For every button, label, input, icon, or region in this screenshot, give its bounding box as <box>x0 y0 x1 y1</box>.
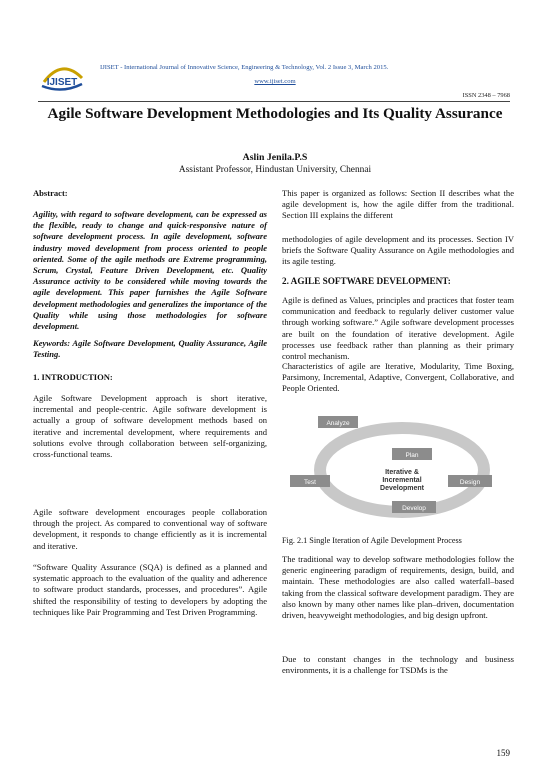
issn-label: ISSN 2348 – 7968 <box>462 92 510 99</box>
journal-header: IJISET - International Journal of Innovative Science, Engineering & Technology, Vol. 2 Issue 3, March 2015. <box>100 64 389 71</box>
header-divider <box>38 101 510 102</box>
logo-text: IJISET <box>46 77 78 88</box>
intro-heading: 1. INTRODUCTION: <box>33 372 113 382</box>
abstract-heading: Abstract: <box>33 188 68 198</box>
paper-affiliation: Assistant Professor, Hindustan University, Chennai <box>178 165 372 175</box>
test-label: Test <box>304 479 316 486</box>
intro-paragraph-1: Agile Software Development approach is short iterative, incremental and people-centric. Agile software development is actually a group of software development methods based on iterative and incremental development, where requirements and solutions evolve through collaboration between self-organizing, cross-functional teams. <box>33 393 267 460</box>
organization-paragraph-cont: methodologies of agile development and its processes. Section IV briefs the Software Quality Assurance on Agile methodologies and its agile testing. <box>282 234 514 267</box>
develop-label: Develop <box>402 505 426 512</box>
journal-url-link[interactable]: www.ijiset.com <box>254 78 296 85</box>
intro-paragraph-2: Agile software development encourages people collaboration through the project. As compared to conventional way of software development, it responds to change efficiently as it is incremental and iterative. <box>33 507 267 551</box>
center-label-2: Incremental <box>382 477 422 484</box>
figure-caption: Fig. 2.1 Single Iteration of Agile Development Process <box>282 536 462 545</box>
paper-title: Agile Software Development Methodologies and Its Quality Assurance <box>47 105 503 122</box>
page-number: 159 <box>496 748 510 758</box>
center-label-1: Iterative & <box>385 469 419 476</box>
agile-iteration-diagram <box>288 410 516 528</box>
intro-paragraph-3: “Software Quality Assurance (SQA) is defined as a planned and systematic approach to the evaluation of the quality and adherence to software product standards, processes, and procedures”. Agile shifted the responsibility of testing to developers by adopting the techniques like Pair Programming and Test Driven Programming. <box>33 562 267 617</box>
section-2-paragraph-1: Agile is defined as Values, principles and practices that foster team communication and feedback to regularly deliver customer value through working software.” Agile software development processes are built on the foundation of iterative development. Agile processes use feedback rather than planning as their primary control mechanism. <box>282 295 514 362</box>
center-label-3: Development <box>380 485 424 492</box>
organization-paragraph: This paper is organized as follows: Section II describes what the agile development is, how the agile differ from the traditional. Section III explains the different <box>282 188 514 221</box>
analyze-label: Analyze <box>326 420 350 427</box>
plan-label: Plan <box>405 452 419 459</box>
section-2-heading: 2. AGILE SOFTWARE DEVELOPMENT: <box>282 276 451 286</box>
abstract-body: Agility, with regard to software development, can be expressed as the flexible, ready to change and quick-responsive nature of software development process. In agile development, software industry moved development from process oriented to people oriented. Some of the agile methods are Extreme programming, Scrum, Crystal, Feature Driven Development, etc. Quality Assurance activity to be considered while moving towards the agile development. This paper furnishes the Agile Software development methodologies and generalizes the importance of the Quality while using those methodologies for software development. <box>33 209 267 332</box>
keywords: Keywords: Agile Software Development, Quality Assurance, Agile Testing. <box>33 338 267 360</box>
section-2-paragraph-4: Due to constant changes in the technology and business environments, it is a challenge for TSDMs is the <box>282 654 514 676</box>
design-label: Design <box>459 479 481 486</box>
section-2-paragraph-3: The traditional way to develop software methodologies follow the generic engineering paradigm of requirements, design, build, and maintain. These methodologies are also called waterfall–based taking from the classical software development paradigm. They are also known by many other names like plan–driven, documentation driven, heavyweight methodologies, and big design upfront. <box>282 554 514 621</box>
section-2-paragraph-2: Characteristics of agile are Iterative, Modularity, Time Boxing, Parsimony, Incremental, Adaptive, Convergent, Collaborative, and People Oriented. <box>282 361 514 394</box>
paper-author: Aslin Jenila.P.S <box>242 152 308 163</box>
